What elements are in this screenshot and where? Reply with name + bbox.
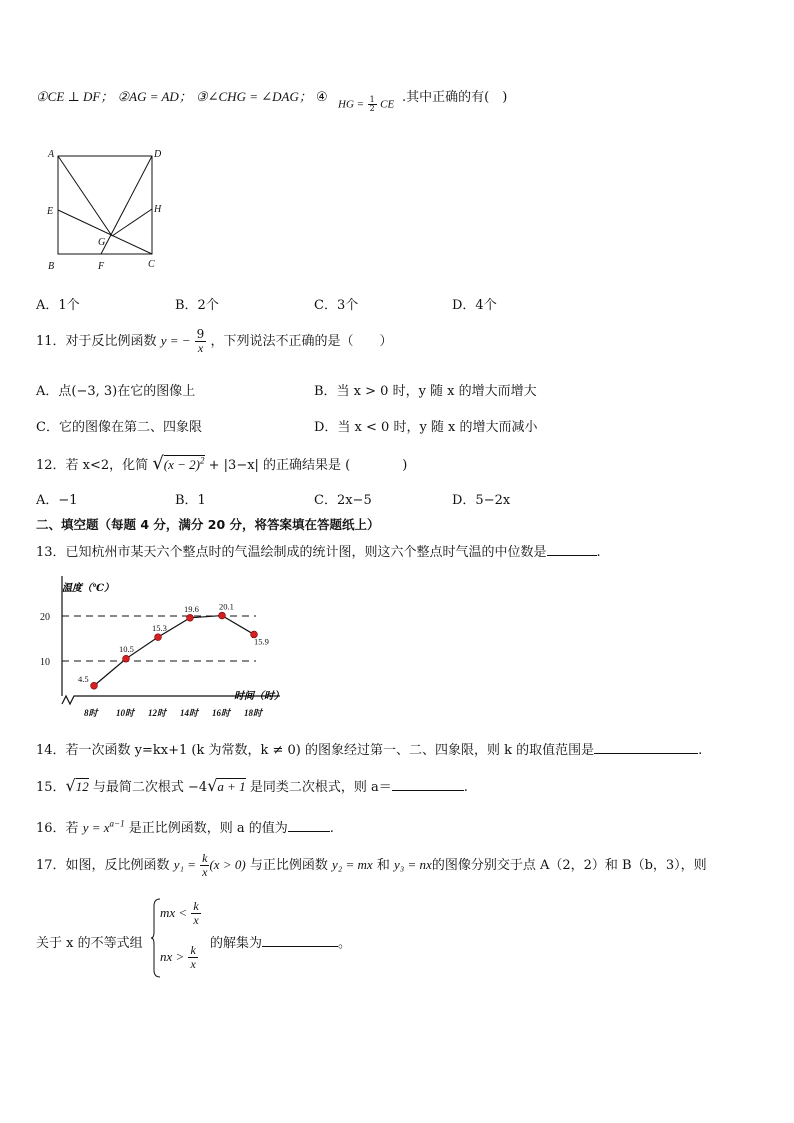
data-label: 20.1 [219, 601, 234, 612]
label-g: G [98, 237, 106, 248]
x-tick-label: 18时 [244, 708, 263, 718]
x-tick-label: 14时 [180, 708, 199, 718]
q12-option-c[interactable]: C．2x−5 [314, 493, 372, 508]
q17-stem: 17．如图，反比例函数 y₁ = $\frac{k}{x}$ (x > 0) 与正比例函数 y₂ = mx 和 y₃ = nx的图像分别交于点 A（2，2）和 B（b，3），则 [36, 851, 707, 879]
q17-ineq1: mx < $\frac{k}{x}$ [160, 899, 199, 927]
q10-item4-prefix: ④ [316, 90, 328, 105]
data-point [219, 612, 226, 619]
x-tick-label: 12时 [148, 708, 167, 718]
q12-stem: 12．若 x<2，化简 $√(x - 2)^2 + |3-x|$ 的正确结果是 ( ) [36, 453, 408, 474]
label-b: B [48, 261, 55, 272]
q11-option-a[interactable]: A．点(−3, 3)在它的图像上 [36, 384, 196, 399]
x-tick-label: 16时 [212, 708, 231, 718]
q17-line2-prefix: 关于 x 的不等式组 [36, 936, 143, 951]
q13-answer-blank[interactable] [547, 543, 597, 556]
q17-ineq2: nx > $\frac{k}{x}$ [160, 943, 196, 971]
data-point [123, 655, 130, 662]
temperature-line-chart [36, 572, 286, 722]
q10-option-d[interactable]: D．4个 [452, 298, 497, 313]
q12-option-d[interactable]: D．5−2x [452, 493, 511, 508]
section2-heading: 二、填空题（每题 4 分，满分 20 分，将答案填在答题纸上） [36, 517, 380, 532]
y-tick-label: 20 [40, 612, 50, 623]
label-c: C [148, 259, 155, 270]
data-point [187, 614, 194, 621]
data-label: 15.9 [254, 636, 269, 647]
y-axis-label: 温度（℃） [62, 583, 114, 594]
q15-answer-blank[interactable] [392, 778, 464, 791]
label-h: H [154, 204, 162, 215]
q10-statements [36, 86, 328, 105]
q10-option-c[interactable]: C．3个 [314, 298, 359, 313]
q12-option-b[interactable]: B．1 [175, 493, 206, 508]
q10-tail: .其中正确的有( ) [402, 90, 508, 105]
y-tick-label: 10 [40, 657, 50, 668]
series-line [94, 616, 254, 686]
sqrt-symbol: √ [152, 453, 164, 474]
q15-stem: 15．√12 与最简二次根式 −4√a + 1 是同类二次根式，则 a＝ . [36, 776, 468, 795]
data-label: 10.5 [119, 643, 134, 654]
q11-option-b[interactable]: B．当 x > 0 时，y 随 x 的增大而增大 [314, 384, 537, 399]
x-axis-label: 时间（时） [234, 691, 284, 702]
label-e: E [47, 206, 54, 217]
label-f: F [98, 261, 105, 272]
q10-item3: ③∠CHG = ∠DAG； [195, 89, 312, 104]
q11-stem: 11．对于反比例函数 y = − $\frac{9}{x}$ ，下列说法不正确的是（ ） [36, 327, 393, 355]
q10-option-a[interactable]: A．1个 [36, 298, 80, 313]
x-tick-label: 8时 [84, 708, 98, 718]
q10-square-figure [44, 146, 174, 274]
q14-stem: 14．若一次函数 y=kx+1 (k 为常数，k ≠ 0) 的图象经过第一、二、四象限，则 k 的取值范围是 . [36, 743, 703, 758]
data-point [155, 634, 162, 641]
data-point [91, 682, 98, 689]
q10-option-b[interactable]: B．2个 [175, 298, 219, 313]
q16-answer-blank[interactable] [288, 819, 330, 832]
q10-item1: ①CE ⊥ DF； [36, 89, 114, 104]
axis-break [62, 696, 80, 704]
label-a: A [48, 149, 55, 160]
q17-answer-blank[interactable] [262, 934, 338, 947]
data-label: 15.3 [152, 623, 167, 634]
data-label: 19.6 [184, 603, 199, 614]
data-label: 4.5 [78, 673, 89, 684]
q16-stem: 16．若 $y = x^{a-1}$ 是正比例函数，则 a 的值为 . [36, 818, 334, 836]
q14-answer-blank[interactable] [594, 741, 698, 754]
q11-option-d[interactable]: D．当 x < 0 时，y 随 x 的增大而减小 [314, 420, 538, 435]
x-tick-label: 10时 [116, 708, 135, 718]
q10-item2: ②AG = AD； [117, 89, 192, 104]
q13-stem: 13．已知杭州市某天六个整点时的气温绘制成的统计图，则这六个整点时气温的中位数是 . [36, 545, 601, 560]
q11-option-c[interactable]: C．它的图像在第二、四象限 [36, 420, 202, 435]
q10-item4-expr: HG = $\frac{1}{2}$ CE [338, 95, 395, 113]
q17-line2-end: 的解集为 。 [210, 936, 352, 951]
q12-option-a[interactable]: A．−1 [36, 493, 78, 508]
label-d: D [154, 149, 162, 160]
